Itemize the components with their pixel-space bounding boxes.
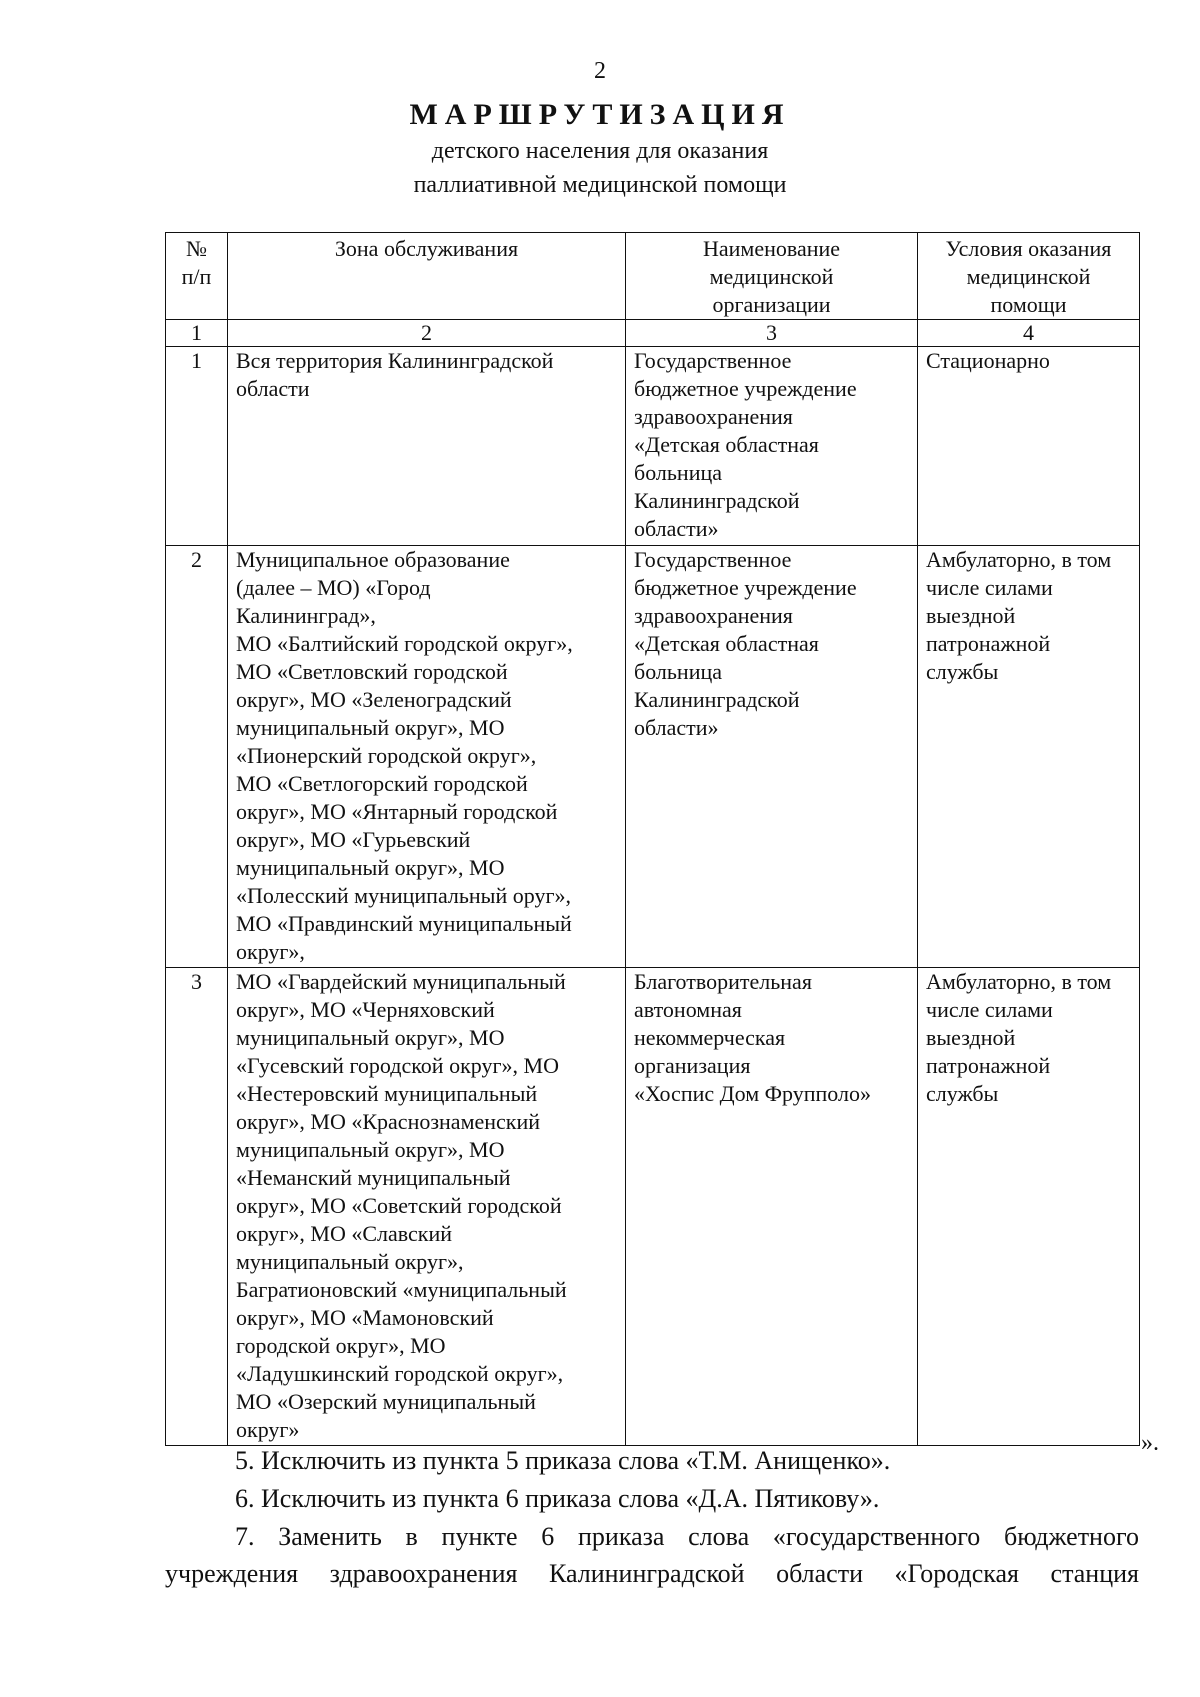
paragraph-7-line1: 7. Заменить в пункте 6 приказа слова «государственного бюджетного	[235, 1522, 1139, 1551]
document-subtitle-line1: детского населения для оказания	[431, 138, 769, 164]
closing-quote: ».	[1141, 1430, 1159, 1456]
row-number: 3	[166, 968, 228, 1446]
service-zone-cell: Муниципальное образование (далее – МО) «Город Калининград», МО «Балтийский городской округ», МО «Светловский городской округ», МО «Зеленоградский муниципальный округ», МО «Пионерский городской округ», МО «Светлогорский городской округ», МО «Янтарный городской округ», МО «Гурьевский муниципальный округ», МО «Полесский муниципальный оруг», МО «Правдинский муниципальный округ»,	[228, 546, 626, 968]
column-number-row	[166, 320, 1140, 347]
table-header-row	[166, 233, 1140, 320]
service-zone-cell: Вся территория Калининградской области	[228, 347, 626, 546]
organization-cell: Государственное бюджетное учреждение здравоохранения «Детская областная больница Калининградской области»	[626, 546, 918, 968]
paragraph-7-line2: учреждения здравоохранения Калининградской области «Городская станция	[165, 1559, 1139, 1588]
row-number: 2	[166, 546, 228, 968]
row-number: 1	[166, 347, 228, 546]
organization-cell: Благотворительная автономная некоммерческая организация «Хоспис Дом Фрупполо»	[626, 968, 918, 1446]
paragraph-6: 6. Исключить из пункта 6 приказа слова «Д.А. Пятикову».	[235, 1484, 880, 1513]
header-conditions: Условия оказания медицинской помощи	[918, 233, 1140, 320]
organization-cell: Государственное бюджетное учреждение здравоохранения «Детская областная больница Калининградской области»	[626, 347, 918, 546]
conditions-cell: Стационарно	[918, 347, 1140, 546]
paragraph-5: 5. Исключить из пункта 5 приказа слова «Т.М. Анищенко».	[235, 1446, 891, 1475]
header-number: № п/п	[166, 233, 228, 320]
table-row	[166, 546, 1140, 968]
column-number: 1	[166, 320, 228, 347]
table-row	[166, 968, 1140, 1446]
service-zone-cell: МО «Гвардейский муниципальный округ», МО «Черняховский муниципальный округ», МО «Гусевский городской округ», МО «Нестеровский муниципальный округ», МО «Краснознаменский муниципальный округ», МО «Неманский муниципальный округ», МО «Советский городской округ», МО «Славский муниципальный округ», Багратионовский «муниципальный округ», МО «Мамоновский городской округ», МО «Ладушкинский городской округ», МО «Озерский муниципальный округ»	[228, 968, 626, 1446]
header-organization: Наименование медицинской организации	[626, 233, 918, 320]
document-title: МАРШРУТИЗАЦИЯ	[409, 98, 791, 131]
conditions-cell: Амбулаторно, в том числе силами выездной патронажной службы	[918, 546, 1140, 968]
document-subtitle-line2: паллиативной медицинской помощи	[413, 172, 787, 198]
conditions-cell: Амбулаторно, в том числе силами выездной патронажной службы	[918, 968, 1140, 1446]
column-number: 3	[626, 320, 918, 347]
header-service-zone: Зона обслуживания	[228, 233, 626, 320]
routing-table	[165, 232, 1140, 1446]
table-row	[166, 347, 1140, 546]
column-number: 2	[228, 320, 626, 347]
column-number: 4	[918, 320, 1140, 347]
page-number: 2	[594, 58, 606, 84]
